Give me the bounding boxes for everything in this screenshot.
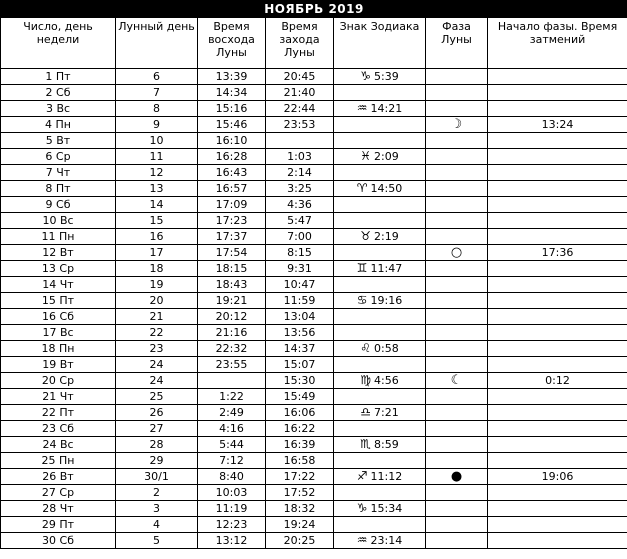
moonrise-cell: 17:37 [198, 229, 266, 245]
moon-phase-cell [426, 357, 488, 373]
zodiac-time: 11:47 [370, 262, 403, 275]
table-row [1, 85, 627, 101]
date-cell: 24 Вс [1, 437, 116, 453]
date-cell: 4 Пн [1, 117, 116, 133]
moonset-cell: 16:39 [266, 437, 334, 453]
phase-time-cell [488, 357, 627, 373]
zodiac-sign-icon: ♏ [360, 437, 372, 451]
zodiac-cell [334, 341, 426, 357]
moonrise-cell: 5:44 [198, 437, 266, 453]
zodiac-cell [334, 261, 426, 277]
date-cell: 17 Вс [1, 325, 116, 341]
moon-phase-cell [426, 197, 488, 213]
moon-phase-cell [426, 101, 488, 117]
moonset-cell: 18:32 [266, 501, 334, 517]
table-row [1, 165, 627, 181]
zodiac-cell [334, 149, 426, 165]
moonrise-cell: 14:34 [198, 85, 266, 101]
moonrise-cell: 23:55 [198, 357, 266, 373]
lunar-day-cell: 27 [116, 421, 198, 437]
zodiac-time: 2:19 [374, 230, 399, 243]
moonrise-cell: 16:28 [198, 149, 266, 165]
moonrise-cell: 12:23 [198, 517, 266, 533]
phase-time-cell [488, 421, 627, 437]
date-cell: 25 Пн [1, 453, 116, 469]
zodiac-time: 11:12 [370, 470, 403, 483]
zodiac-cell [334, 117, 426, 133]
zodiac-cell [334, 389, 426, 405]
zodiac-cell [334, 421, 426, 437]
moonrise-cell: 19:21 [198, 293, 266, 309]
phase-time-cell [488, 325, 627, 341]
moonrise-cell: 18:15 [198, 261, 266, 277]
zodiac-cell [334, 517, 426, 533]
lunar-day-cell: 2 [116, 485, 198, 501]
date-cell: 15 Пт [1, 293, 116, 309]
phase-time-cell: 17:36 [488, 245, 627, 261]
lunar-day-cell: 21 [116, 309, 198, 325]
zodiac-sign-icon: ♊ [356, 261, 368, 275]
date-cell: 23 Сб [1, 421, 116, 437]
date-cell: 26 Вт [1, 469, 116, 485]
date-cell: 16 Сб [1, 309, 116, 325]
lunar-day-cell: 18 [116, 261, 198, 277]
moonset-cell: 13:56 [266, 325, 334, 341]
moonset-cell: 21:40 [266, 85, 334, 101]
phase-time-cell [488, 405, 627, 421]
moonrise-cell: 22:32 [198, 341, 266, 357]
moonrise-cell: 4:16 [198, 421, 266, 437]
zodiac-cell [334, 69, 426, 85]
moonset-cell: 16:22 [266, 421, 334, 437]
moon-phase-icon: ● [450, 469, 463, 484]
moonrise-cell: 20:12 [198, 309, 266, 325]
date-cell: 13 Ср [1, 261, 116, 277]
moonrise-cell: 1:22 [198, 389, 266, 405]
zodiac-cell [334, 485, 426, 501]
lunar-day-cell: 13 [116, 181, 198, 197]
moon-phase-cell [426, 405, 488, 421]
moon-phase-cell [426, 373, 488, 389]
table-row [1, 181, 627, 197]
lunar-day-cell: 28 [116, 437, 198, 453]
moon-phase-cell [426, 133, 488, 149]
moon-phase-cell [426, 341, 488, 357]
table-row [1, 325, 627, 341]
zodiac-time: 23:14 [370, 534, 403, 547]
moonrise-cell: 8:40 [198, 469, 266, 485]
lunar-day-cell: 26 [116, 405, 198, 421]
zodiac-sign-icon: ♉ [360, 229, 372, 243]
lunar-day-cell: 3 [116, 501, 198, 517]
moonset-cell: 5:47 [266, 213, 334, 229]
phase-time-cell [488, 229, 627, 245]
zodiac-cell [334, 453, 426, 469]
moonset-cell: 16:06 [266, 405, 334, 421]
zodiac-cell [334, 101, 426, 117]
moonset-cell: 17:52 [266, 485, 334, 501]
phase-time-cell: 13:24 [488, 117, 627, 133]
moonrise-cell: 15:16 [198, 101, 266, 117]
zodiac-cell [334, 293, 426, 309]
zodiac-time: 4:56 [374, 374, 399, 387]
moon-phase-cell [426, 501, 488, 517]
moonset-cell: 22:44 [266, 101, 334, 117]
date-cell: 11 Пн [1, 229, 116, 245]
phase-time-cell [488, 181, 627, 197]
zodiac-cell [334, 501, 426, 517]
moon-phase-cell [426, 213, 488, 229]
date-cell: 19 Вт [1, 357, 116, 373]
date-cell: 2 Сб [1, 85, 116, 101]
header-moon-phase: Фаза Луны [426, 18, 488, 69]
lunar-day-cell: 6 [116, 69, 198, 85]
moon-phase-cell [426, 117, 488, 133]
title-row [1, 1, 627, 18]
zodiac-sign-icon: ♍ [360, 373, 372, 387]
zodiac-time: 7:21 [374, 406, 399, 419]
date-cell: 27 Ср [1, 485, 116, 501]
phase-time-cell: 0:12 [488, 373, 627, 389]
moonset-cell: 1:03 [266, 149, 334, 165]
table-row [1, 501, 627, 517]
date-cell: 6 Ср [1, 149, 116, 165]
moon-phase-cell [426, 69, 488, 85]
table-row [1, 309, 627, 325]
moonrise-cell: 13:39 [198, 69, 266, 85]
moonset-cell: 3:25 [266, 181, 334, 197]
zodiac-cell [334, 277, 426, 293]
table-row [1, 213, 627, 229]
date-cell: 8 Пт [1, 181, 116, 197]
zodiac-cell [334, 213, 426, 229]
moon-phase-cell [426, 533, 488, 549]
moonrise-cell: 7:12 [198, 453, 266, 469]
date-cell: 20 Ср [1, 373, 116, 389]
moon-phase-cell [426, 149, 488, 165]
moon-phase-icon: ○ [450, 245, 463, 260]
moon-phase-cell [426, 389, 488, 405]
table-row [1, 229, 627, 245]
zodiac-cell [334, 309, 426, 325]
moonset-cell: 19:24 [266, 517, 334, 533]
moon-phase-cell [426, 309, 488, 325]
table-row [1, 293, 627, 309]
moonset-cell: 10:47 [266, 277, 334, 293]
table-row [1, 485, 627, 501]
table-row [1, 437, 627, 453]
moon-phase-cell [426, 293, 488, 309]
date-cell: 18 Пн [1, 341, 116, 357]
table-row [1, 197, 627, 213]
zodiac-cell [334, 469, 426, 485]
moonrise-cell: 10:03 [198, 485, 266, 501]
header-moonset: Время захода Луны [266, 18, 334, 69]
phase-time-cell [488, 501, 627, 517]
table-body [1, 69, 627, 549]
lunar-day-cell: 12 [116, 165, 198, 181]
lunar-day-cell: 29 [116, 453, 198, 469]
moon-phase-cell [426, 245, 488, 261]
moonset-cell: 9:31 [266, 261, 334, 277]
phase-time-cell [488, 213, 627, 229]
moonset-cell: 23:53 [266, 117, 334, 133]
moon-phase-cell [426, 421, 488, 437]
moonset-cell: 2:14 [266, 165, 334, 181]
date-cell: 29 Пт [1, 517, 116, 533]
zodiac-cell [334, 85, 426, 101]
date-cell: 28 Чт [1, 501, 116, 517]
lunar-day-cell: 7 [116, 85, 198, 101]
zodiac-sign-icon: ♑ [356, 501, 368, 515]
table-row [1, 69, 627, 85]
moon-phase-cell [426, 261, 488, 277]
lunar-day-cell: 15 [116, 213, 198, 229]
moonrise-cell: 17:09 [198, 197, 266, 213]
moonset-cell: 20:25 [266, 533, 334, 549]
moonrise-cell: 13:12 [198, 533, 266, 549]
phase-time-cell [488, 69, 627, 85]
lunar-day-cell: 23 [116, 341, 198, 357]
lunar-day-cell: 30/1 [116, 469, 198, 485]
zodiac-sign-icon: ♑ [360, 69, 372, 83]
phase-time-cell [488, 453, 627, 469]
lunar-day-cell: 24 [116, 373, 198, 389]
zodiac-cell [334, 245, 426, 261]
phase-time-cell [488, 517, 627, 533]
moonset-cell: 15:07 [266, 357, 334, 373]
moonset-cell: 16:58 [266, 453, 334, 469]
lunar-day-cell: 20 [116, 293, 198, 309]
table-row [1, 277, 627, 293]
zodiac-cell [334, 197, 426, 213]
table-row [1, 341, 627, 357]
table-row [1, 149, 627, 165]
table-row [1, 389, 627, 405]
table-row [1, 261, 627, 277]
moonrise-cell: 16:57 [198, 181, 266, 197]
moon-phase-cell [426, 517, 488, 533]
date-cell: 5 Вт [1, 133, 116, 149]
lunar-day-cell: 4 [116, 517, 198, 533]
zodiac-cell [334, 405, 426, 421]
zodiac-sign-icon: ♋ [356, 293, 368, 307]
zodiac-cell [334, 357, 426, 373]
zodiac-sign-icon: ♎ [360, 405, 372, 419]
phase-time-cell [488, 277, 627, 293]
table-title: НОЯБРЬ 2019 [1, 1, 627, 18]
zodiac-cell [334, 533, 426, 549]
zodiac-cell [334, 165, 426, 181]
header-zodiac: Знак Зодиака [334, 18, 426, 69]
date-cell: 12 Вт [1, 245, 116, 261]
header-date: Число, день недели [1, 18, 116, 69]
table-row [1, 117, 627, 133]
moonset-cell [266, 133, 334, 149]
zodiac-time: 5:39 [374, 70, 399, 83]
phase-time-cell: 19:06 [488, 469, 627, 485]
lunar-day-cell: 5 [116, 533, 198, 549]
moonset-cell: 14:37 [266, 341, 334, 357]
moon-phase-cell [426, 277, 488, 293]
table-row [1, 405, 627, 421]
moonrise-cell: 18:43 [198, 277, 266, 293]
moonset-cell: 11:59 [266, 293, 334, 309]
table-row [1, 517, 627, 533]
moonrise-cell: 16:43 [198, 165, 266, 181]
table-row [1, 133, 627, 149]
moon-phase-cell [426, 325, 488, 341]
moonrise-cell: 16:10 [198, 133, 266, 149]
phase-time-cell [488, 165, 627, 181]
table-row [1, 357, 627, 373]
date-cell: 1 Пт [1, 69, 116, 85]
zodiac-sign-icon: ♌ [360, 341, 372, 355]
phase-time-cell [488, 197, 627, 213]
table-row [1, 533, 627, 549]
zodiac-cell [334, 133, 426, 149]
zodiac-time: 14:21 [370, 102, 403, 115]
zodiac-cell [334, 373, 426, 389]
phase-time-cell [488, 309, 627, 325]
zodiac-cell [334, 229, 426, 245]
lunar-day-cell: 9 [116, 117, 198, 133]
moon-phase-cell [426, 229, 488, 245]
lunar-day-cell: 11 [116, 149, 198, 165]
lunar-day-cell: 24 [116, 357, 198, 373]
phase-time-cell [488, 293, 627, 309]
phase-time-cell [488, 389, 627, 405]
moonset-cell: 8:15 [266, 245, 334, 261]
moonrise-cell: 2:49 [198, 405, 266, 421]
moonset-cell: 4:36 [266, 197, 334, 213]
moon-phase-cell [426, 485, 488, 501]
zodiac-time: 14:50 [370, 182, 403, 195]
table-row [1, 453, 627, 469]
moon-phase-cell [426, 165, 488, 181]
zodiac-time: 0:58 [374, 342, 399, 355]
zodiac-cell [334, 181, 426, 197]
moon-phase-icon: ☽ [450, 117, 463, 132]
moonset-cell: 7:00 [266, 229, 334, 245]
zodiac-time: 19:16 [370, 294, 403, 307]
table-row [1, 421, 627, 437]
header-row [1, 18, 627, 69]
date-cell: 21 Чт [1, 389, 116, 405]
lunar-day-cell: 22 [116, 325, 198, 341]
zodiac-cell [334, 437, 426, 453]
phase-time-cell [488, 101, 627, 117]
lunar-day-cell: 10 [116, 133, 198, 149]
date-cell: 10 Вс [1, 213, 116, 229]
phase-time-cell [488, 149, 627, 165]
lunar-day-cell: 19 [116, 277, 198, 293]
moon-phase-cell [426, 181, 488, 197]
moonset-cell: 13:04 [266, 309, 334, 325]
zodiac-sign-icon: ♈ [356, 181, 368, 195]
moon-phase-cell [426, 469, 488, 485]
moonset-cell: 17:22 [266, 469, 334, 485]
zodiac-time: 8:59 [374, 438, 399, 451]
phase-time-cell [488, 485, 627, 501]
zodiac-sign-icon: ♓ [360, 149, 372, 163]
lunar-day-cell: 17 [116, 245, 198, 261]
lunar-day-cell: 8 [116, 101, 198, 117]
moonrise-cell: 21:16 [198, 325, 266, 341]
phase-time-cell [488, 437, 627, 453]
table-row [1, 245, 627, 261]
moonrise-cell: 11:19 [198, 501, 266, 517]
date-cell: 7 Чт [1, 165, 116, 181]
lunar-day-cell: 16 [116, 229, 198, 245]
phase-time-cell [488, 133, 627, 149]
lunar-day-cell: 14 [116, 197, 198, 213]
phase-time-cell [488, 341, 627, 357]
moon-phase-cell [426, 453, 488, 469]
table-row [1, 101, 627, 117]
header-lunar-day: Лунный день [116, 18, 198, 69]
zodiac-cell [334, 325, 426, 341]
zodiac-sign-icon: ♐ [356, 469, 368, 483]
zodiac-sign-icon: ♒ [356, 101, 368, 115]
moon-phase-icon: ☾ [450, 373, 463, 388]
date-cell: 9 Сб [1, 197, 116, 213]
moonset-cell: 20:45 [266, 69, 334, 85]
zodiac-sign-icon: ♒ [356, 533, 368, 547]
moonrise-cell: 15:46 [198, 117, 266, 133]
moonset-cell: 15:49 [266, 389, 334, 405]
date-cell: 22 Пт [1, 405, 116, 421]
date-cell: 14 Чт [1, 277, 116, 293]
zodiac-time: 15:34 [370, 502, 403, 515]
phase-time-cell [488, 85, 627, 101]
phase-time-cell [488, 533, 627, 549]
date-cell: 3 Вс [1, 101, 116, 117]
moonset-cell: 15:30 [266, 373, 334, 389]
moon-phase-cell [426, 437, 488, 453]
lunar-day-cell: 25 [116, 389, 198, 405]
header-phase-start: Начало фазы. Время затмений [488, 18, 627, 69]
phase-time-cell [488, 261, 627, 277]
moon-phase-cell [426, 85, 488, 101]
table-row [1, 373, 627, 389]
moonrise-cell: 17:54 [198, 245, 266, 261]
date-cell: 30 Сб [1, 533, 116, 549]
moonrise-cell [198, 373, 266, 389]
moonrise-cell: 17:23 [198, 213, 266, 229]
table-row [1, 469, 627, 485]
header-moonrise: Время восхода Луны [198, 18, 266, 69]
zodiac-time: 2:09 [374, 150, 399, 163]
